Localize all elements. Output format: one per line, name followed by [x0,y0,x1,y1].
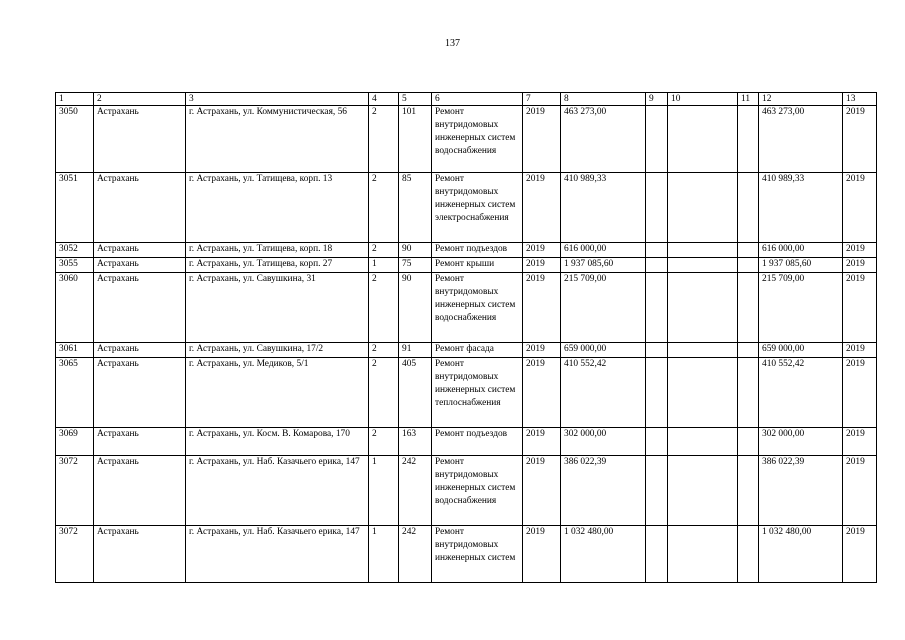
cell-number: 3050 [56,106,94,173]
table-row [56,428,877,456]
cell-col-10 [668,173,738,243]
cell-number: 3069 [56,428,94,456]
cell-address: г. Астрахань, ул. Коммунистическая, 56 [186,106,369,173]
cell-floors: 2 [369,343,399,358]
cell-apartments: 90 [399,243,432,258]
cell-col-10 [668,258,738,273]
cell-total-cost: 215 709,00 [759,273,843,343]
header-cell-total-cost: 12 [759,93,843,106]
page-number: 137 [445,38,460,49]
table-row [56,258,877,273]
cell-col-9 [646,428,668,456]
cell-address: г. Астрахань, ул. Наб. Казачьего ерика, 147 [186,526,369,583]
cell-address: г. Астрахань, ул. Татищева, корп. 27 [186,258,369,273]
cell-year: 2019 [523,258,561,273]
cell-completion-year: 2019 [843,273,877,343]
cell-col-11 [738,273,759,343]
cell-number: 3065 [56,358,94,428]
header-cell-col-9: 9 [646,93,668,106]
cell-year: 2019 [523,273,561,343]
cell-address: г. Астрахань, ул. Медиков, 5/1 [186,358,369,428]
cell-apartments: 163 [399,428,432,456]
cell-address: г. Астрахань, ул. Савушкина, 31 [186,273,369,343]
cell-city: Астрахань [94,428,186,456]
cell-col-10 [668,273,738,343]
cell-col-10 [668,428,738,456]
cell-total-cost: 659 000,00 [759,343,843,358]
cell-col-10 [668,243,738,258]
header-cell-apartments: 5 [399,93,432,106]
cell-year: 2019 [523,173,561,243]
cell-number: 3060 [56,273,94,343]
table-row [56,456,877,526]
cell-apartments: 90 [399,273,432,343]
header-cell-cost: 8 [561,93,646,106]
cell-number: 3052 [56,243,94,258]
cell-work-type: Ремонт подъездов [432,243,523,258]
cell-total-cost: 463 273,00 [759,106,843,173]
cell-col-11 [738,526,759,583]
cell-col-9 [646,343,668,358]
table-row [56,243,877,258]
header-cell-number: 1 [56,93,94,106]
cell-floors: 2 [369,106,399,173]
cell-col-9 [646,456,668,526]
cell-city: Астрахань [94,456,186,526]
cell-col-10 [668,358,738,428]
cell-col-11 [738,358,759,428]
cell-completion-year: 2019 [843,343,877,358]
cell-number: 3072 [56,456,94,526]
cell-cost: 659 000,00 [561,343,646,358]
cell-number: 3072 [56,526,94,583]
cell-work-type: Ремонт фасада [432,343,523,358]
cell-city: Астрахань [94,343,186,358]
cell-work-type: Ремонт внутридомовых инженерных систем электроснабжения [432,173,523,243]
cell-total-cost: 410 989,33 [759,173,843,243]
cell-col-10 [668,106,738,173]
header-cell-col-11: 11 [738,93,759,106]
cell-cost: 302 000,00 [561,428,646,456]
cell-col-11 [738,243,759,258]
cell-address: г. Астрахань, ул. Татищева, корп. 18 [186,243,369,258]
cell-col-11 [738,456,759,526]
cell-total-cost: 410 552,42 [759,358,843,428]
cell-completion-year: 2019 [843,358,877,428]
table-row [56,526,877,583]
cell-apartments: 75 [399,258,432,273]
cell-completion-year: 2019 [843,456,877,526]
cell-total-cost: 302 000,00 [759,428,843,456]
cell-total-cost: 386 022,39 [759,456,843,526]
table-row [56,173,877,243]
table-header-row [56,93,877,106]
cell-address: г. Астрахань, ул. Татищева, корп. 13 [186,173,369,243]
cell-floors: 1 [369,456,399,526]
cell-col-9 [646,358,668,428]
cell-floors: 1 [369,526,399,583]
cell-apartments: 85 [399,173,432,243]
cell-year: 2019 [523,343,561,358]
header-cell-work-type: 6 [432,93,523,106]
header-cell-completion-year: 13 [843,93,877,106]
cell-number: 3055 [56,258,94,273]
cell-cost: 1 032 480,00 [561,526,646,583]
cell-work-type: Ремонт внутридомовых инженерных систем водоснабжения [432,273,523,343]
cell-col-10 [668,456,738,526]
cell-total-cost: 616 000,00 [759,243,843,258]
cell-city: Астрахань [94,258,186,273]
cell-completion-year: 2019 [843,106,877,173]
cell-floors: 1 [369,258,399,273]
cell-apartments: 242 [399,456,432,526]
cell-address: г. Астрахань, ул. Наб. Казачьего ерика, 147 [186,456,369,526]
cell-col-11 [738,173,759,243]
cell-col-11 [738,428,759,456]
cell-city: Астрахань [94,526,186,583]
cell-cost: 1 937 085,60 [561,258,646,273]
cell-work-type: Ремонт внутридомовых инженерных систем [432,526,523,583]
cell-floors: 2 [369,273,399,343]
cell-col-9 [646,243,668,258]
table-row [56,106,877,173]
header-cell-city: 2 [94,93,186,106]
cell-address: г. Астрахань, ул. Косм. В. Комарова, 170 [186,428,369,456]
cell-year: 2019 [523,243,561,258]
cell-city: Астрахань [94,106,186,173]
cell-address: г. Астрахань, ул. Савушкина, 17/2 [186,343,369,358]
cell-cost: 410 989,33 [561,173,646,243]
cell-col-9 [646,106,668,173]
cell-col-9 [646,273,668,343]
cell-cost: 463 273,00 [561,106,646,173]
table-row [56,358,877,428]
cell-work-type: Ремонт внутридомовых инженерных систем водоснабжения [432,106,523,173]
cell-col-11 [738,343,759,358]
cell-city: Астрахань [94,358,186,428]
table-body [56,93,877,583]
cell-total-cost: 1 032 480,00 [759,526,843,583]
cell-completion-year: 2019 [843,243,877,258]
cell-work-type: Ремонт внутридомовых инженерных систем теплоснабжения [432,358,523,428]
cell-city: Астрахань [94,273,186,343]
repair-plan-table [55,92,877,583]
cell-year: 2019 [523,526,561,583]
cell-apartments: 101 [399,106,432,173]
cell-cost: 215 709,00 [561,273,646,343]
cell-floors: 2 [369,428,399,456]
cell-work-type: Ремонт крыши [432,258,523,273]
cell-col-10 [668,526,738,583]
cell-number: 3061 [56,343,94,358]
cell-apartments: 405 [399,358,432,428]
cell-col-9 [646,526,668,583]
cell-floors: 2 [369,358,399,428]
cell-floors: 2 [369,173,399,243]
cell-apartments: 242 [399,526,432,583]
cell-completion-year: 2019 [843,526,877,583]
cell-completion-year: 2019 [843,428,877,456]
cell-cost: 386 022,39 [561,456,646,526]
cell-year: 2019 [523,428,561,456]
cell-col-10 [668,343,738,358]
cell-work-type: Ремонт внутридомовых инженерных систем водоснабжения [432,456,523,526]
cell-col-11 [738,106,759,173]
header-cell-year: 7 [523,93,561,106]
header-cell-col-10: 10 [668,93,738,106]
cell-col-11 [738,258,759,273]
cell-city: Астрахань [94,173,186,243]
cell-work-type: Ремонт подъездов [432,428,523,456]
table-row [56,273,877,343]
cell-col-9 [646,173,668,243]
cell-floors: 2 [369,243,399,258]
cell-year: 2019 [523,106,561,173]
cell-total-cost: 1 937 085,60 [759,258,843,273]
cell-col-9 [646,258,668,273]
header-cell-address: 3 [186,93,369,106]
cell-year: 2019 [523,456,561,526]
cell-city: Астрахань [94,243,186,258]
cell-completion-year: 2019 [843,258,877,273]
cell-year: 2019 [523,358,561,428]
cell-apartments: 91 [399,343,432,358]
header-cell-floors: 4 [369,93,399,106]
cell-completion-year: 2019 [843,173,877,243]
table-row [56,343,877,358]
cell-number: 3051 [56,173,94,243]
cell-cost: 410 552,42 [561,358,646,428]
cell-cost: 616 000,00 [561,243,646,258]
